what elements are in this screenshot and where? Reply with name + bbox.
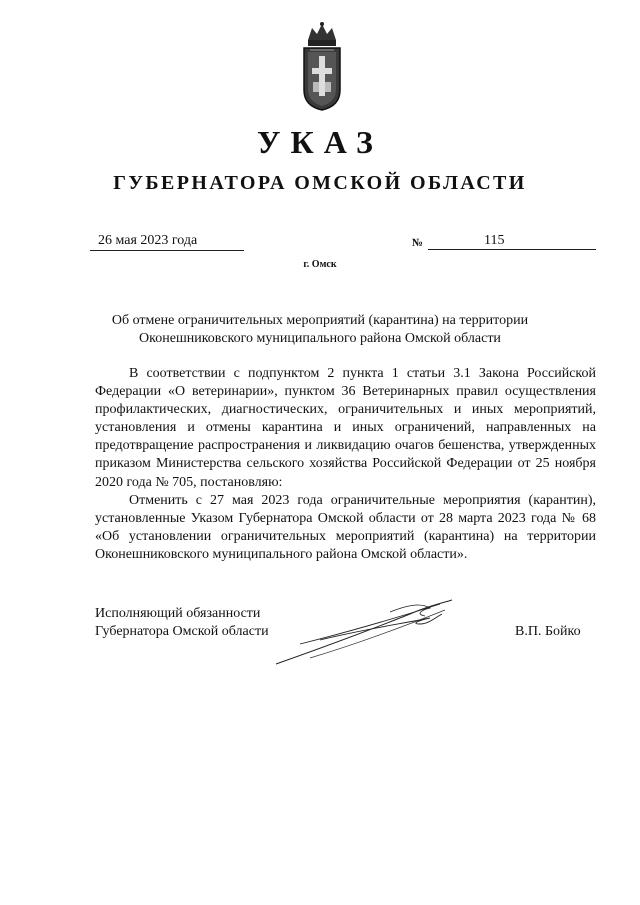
- body-paragraph-1: В соответствии с подпунктом 2 пункта 1 статьи 3.1 Закона Российской Федерации «О ветеринарии», пунктом 36 Ветеринарных правил осуществления профилактических, диагностических, ограничительных и иных мероприятий, установления и отмены карантина и иных ограничений, направленных на предотвращение распространения и ликвидацию очагов бешенства, утвержденных приказом Министерства сельского хозяйства Российской Федерации от 25 ноября 2020 года № 705, постановляю:: [95, 366, 596, 490]
- decree-date: 26 мая 2023 года: [90, 232, 244, 251]
- position-line-1: Исполняющий обязанности: [95, 606, 261, 621]
- decree-body: [95, 365, 596, 564]
- subject-line-1: Об отмене ограничительных мероприятий (карантина) на территории: [111, 313, 529, 328]
- document-title: УКАЗ: [257, 124, 383, 160]
- city-label: г. Омск: [303, 259, 337, 270]
- coat-of-arms-icon: [298, 20, 346, 112]
- decree-subject: [100, 312, 540, 348]
- decree-number: 115: [428, 232, 596, 250]
- subject-line-2: Оконешниковского муниципального района Омской области: [139, 331, 501, 346]
- position-line-2: Губернатора Омской области: [95, 624, 269, 639]
- number-label: №: [412, 237, 424, 249]
- signatory-position: [95, 605, 269, 641]
- body-paragraph-2: Отменить с 27 мая 2023 года ограничительные мероприятия (карантин), установленные Указом Губернатора Омской области от 28 марта 2023 года № 68 «Об установлении ограничительных мероприятий (карантина) на территории Оконешниковского муниципального района Омской области».: [95, 492, 596, 562]
- signatory-name: В.П. Бойко: [515, 624, 581, 639]
- handwritten-signature-icon: [270, 594, 460, 670]
- issuer-title: ГУБЕРНАТОРА ОМСКОЙ ОБЛАСТИ: [113, 172, 527, 194]
